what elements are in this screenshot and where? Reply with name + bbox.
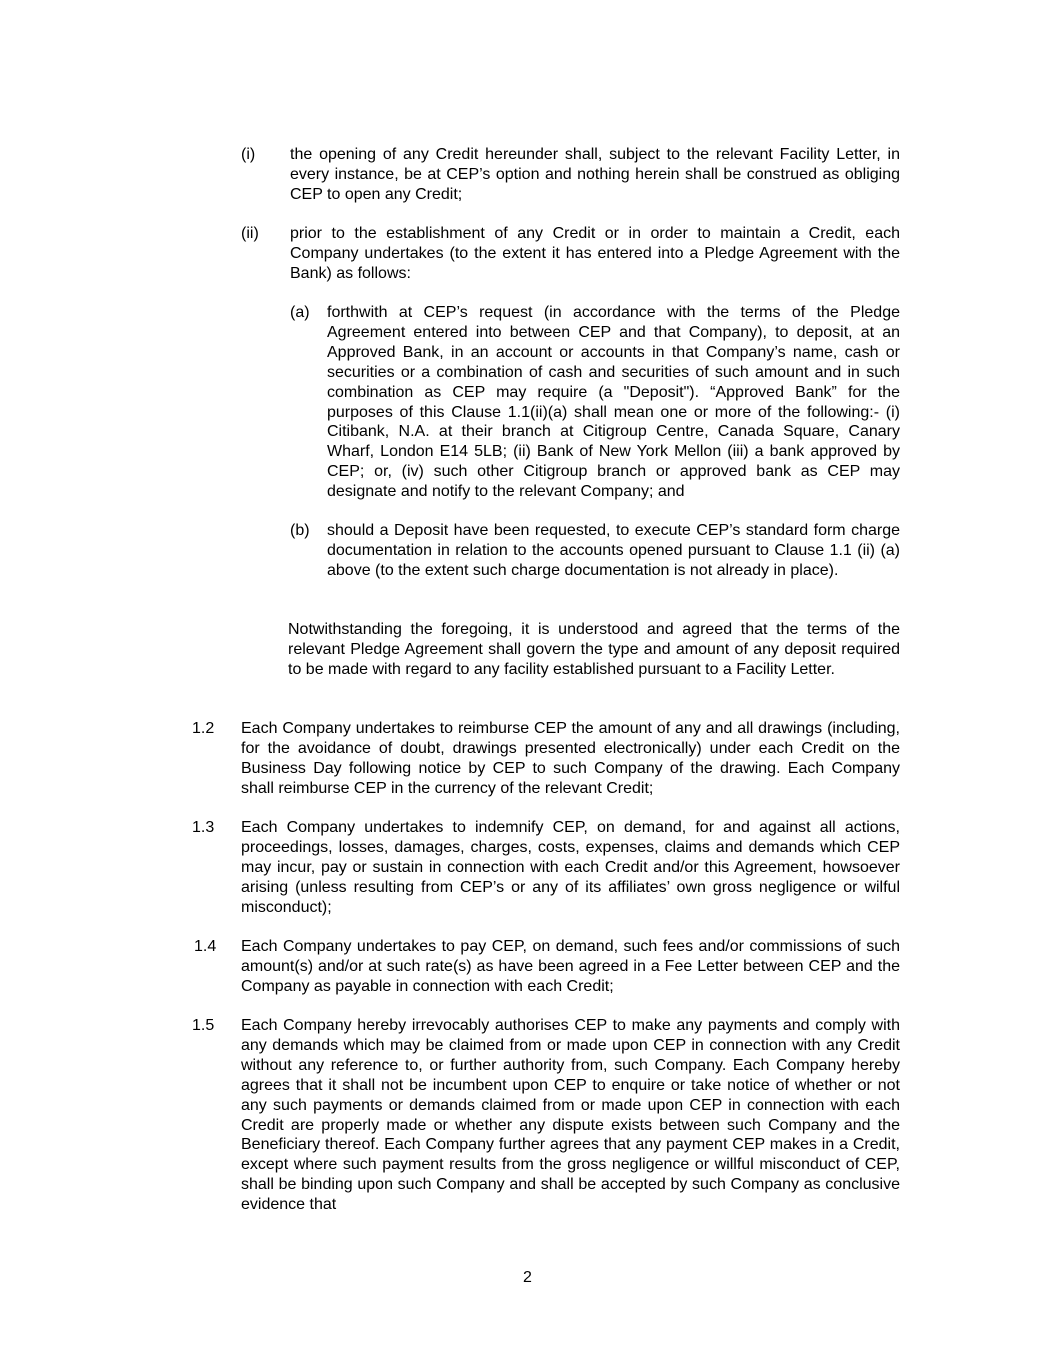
- clause-1-4-text: Each Company undertakes to pay CEP, on demand, such fees and/or commissions of such amount(s) and/or at such rate(s) as have been agreed in a Fee Letter between CEP and the Company as payable in connection with each Credit;: [241, 938, 900, 995]
- clause-a-text: forthwith at CEP’s request (in accordance with the terms of the Pledge Agreement entered into between CEP and that Company), to deposit, at an Approved Bank, in an account or accounts in that Company’s name, cash or securities or a combination of cash and securities of such amount and in such combination as CEP may require (a "Deposit"). “Approved Bank” for the purposes of this Clause 1.1(ii)(a) shall mean one or more of the following:- (i) Citibank, N.A. at their branch at Citigroup Centre, Canada Square, Canary Wharf, London E14 5LB; (ii) Bank of New York Mellon (iii) a bank approved by CEP; or, (iv) such other Citigroup branch or approved bank as CEP may designate and notify to the relevant Company; and: [327, 304, 900, 501]
- clause-i-label: (i): [241, 146, 256, 163]
- clause-ii-text: prior to the establishment of any Credit or in order to maintain a Credit, each Company undertakes (to the extent it has entered into a Pledge Agreement with the Bank) as follows:: [290, 225, 900, 282]
- clause-1-4-label: 1.4: [194, 938, 217, 955]
- clause-ii-label: (ii): [241, 225, 259, 242]
- clause-1-3-label: 1.3: [192, 819, 215, 836]
- clause-1-3-text: Each Company undertakes to indemnify CEP, on demand, for and against all actions, proceedings, losses, damages, charges, costs, expenses, claims and demands which CEP may incur, pay or sustain in connection with each Credit and/or this Agreement, howsoever arising (unless resulting from CEP’s or any of its affiliates’ own gross negligence or wilful misconduct);: [241, 819, 900, 916]
- clause-1-5-label: 1.5: [192, 1017, 215, 1034]
- clause-1-2-text: Each Company undertakes to reimburse CEP the amount of any and all drawings (including, for the avoidance of doubt, drawings presented electronically) under each Credit on the Business Day following notice by CEP to such Company of the drawing. Each Company shall reimburse CEP in the currency of the relevant Credit;: [241, 720, 900, 797]
- page-number: 2: [523, 1269, 532, 1286]
- clause-b-label: (b): [290, 522, 310, 539]
- clause-1-5-text: Each Company hereby irrevocably authorises CEP to make any payments and comply with any demands which may be claimed from or made upon CEP in connection with any Credit without any reference to, or further authority from, such Company. Each Company hereby agrees that it shall not be incumbent upon CEP to enquire or take notice of whether or not any such payments or demands claimed from or made upon CEP in connection with each Credit are properly made or whether any dispute exists between such Company and the Beneficiary thereof. Each Company further agrees that any payment CEP makes in a Credit, except where such payment results from the gross negligence or willful misconduct of CEP, shall be binding upon such Company and shall be accepted by such Company as conclusive evidence that: [241, 1017, 900, 1214]
- clause-1-2-label: 1.2: [192, 720, 215, 737]
- clause-a-label: (a): [290, 304, 310, 321]
- clause-i-text: the opening of any Credit hereunder shall, subject to the relevant Facility Letter, in every instance, be at CEP’s option and nothing herein shall be construed as obliging CEP to open any Credit;: [290, 146, 900, 203]
- clause-b-text: should a Deposit have been requested, to execute CEP’s standard form charge documentation in relation to the accounts opened pursuant to Clause 1.1 (ii) (a) above (to the extent such charge documentation is not already in place).: [327, 522, 900, 579]
- notwithstanding-paragraph: Notwithstanding the foregoing, it is understood and agreed that the terms of the relevant Pledge Agreement shall govern the type and amount of any deposit required to be made with regard to any facility established pursuant to a Facility Letter.: [288, 621, 900, 678]
